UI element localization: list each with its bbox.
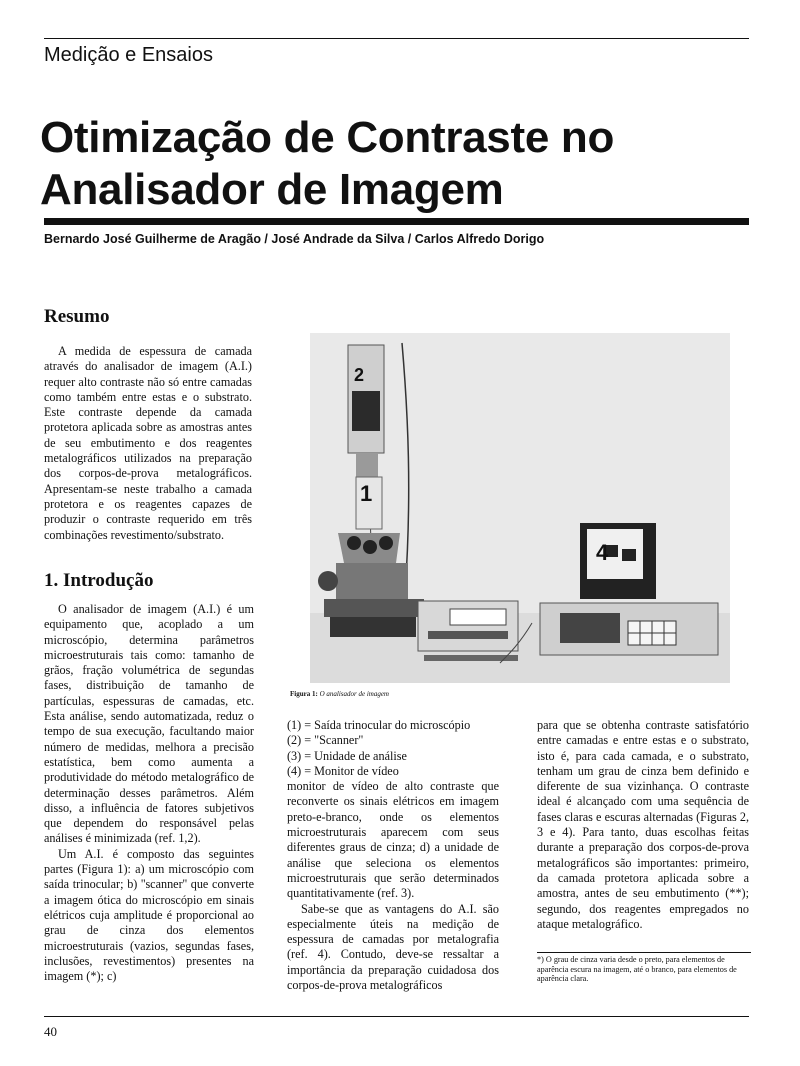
- introduction-paragraph-1: O analisador de imagem (A.I.) é um equipamento que, acoplado a um microscópio, determina parâmetros microestruturais tais como: tamanho de grãos, fração volumétrica de segundas fases, distribuição de tamanho de partículas, espessuras de camadas, etc. Esta análise, sendo automatizada, reduz o tempo de sua execução, facultando maior número de medidas, melhora a precisão estatística, bem como aumenta a produtividade do método metalográfico de determinação desses parâmetros. Além disso, a influência de fatores subjetivos que dependem do responsável pelas análises é minimizada (ref. 1,2).: [44, 602, 254, 846]
- abstract-text: A medida de espessura de camada através do analisador de imagem (A.I.) requer alto contraste não só entre camadas como também entre estas e o substrato. Este contraste depende da camada protetora aplicada sobre as amostras antes de seu embutimento e dos reagentes metalográficos utilizados na preparação dos corpos-de-prova metalográficos. Apresentam-se neste trabalho a camada protetora e os reagentes capazes de produzir o contraste requerido em três combinações revestimento/substrato.: [44, 344, 252, 542]
- figure-caption-label: Figura 1:: [290, 690, 318, 698]
- legend-item: (2) = "Scanner": [287, 733, 364, 748]
- abstract-heading: Resumo: [44, 306, 110, 327]
- figure-label-2: 2: [354, 365, 365, 385]
- title-line-1: Otimização de Contraste no: [40, 113, 615, 162]
- introduction-body: [44, 602, 254, 984]
- figure-photo: [310, 333, 730, 688]
- figure-label-4: 4: [596, 540, 609, 565]
- legend-item: (4) = Monitor de vídeo: [287, 763, 399, 778]
- bottom-rule: [44, 1016, 749, 1017]
- right-continuation: para que se obtenha contraste satisfatório entre camadas e entre estas e o substrato, isto é, para cada camada, e o substrato, tenham um grau de cinza bem definido e diferente de sua vizinhança. O contraste ideal é alcançado com uma sequência de fases claras e escuras alternadas (Figuras 2, 3 e 4). Para tanto, duas escolhas feitas durante a preparação dos corpos-de-prova metalográficos são importantes: primeiro, da camada protetora aplicada sobre a amostra, antes de seu embutimento (**); segundo, dos reagentes empregados no ataque metalográfico.: [537, 718, 749, 931]
- figure-caption: [290, 690, 389, 698]
- legend-item: (1) = Saída trinocular do microscópio: [287, 718, 471, 732]
- figure-label-1: 1: [360, 481, 373, 506]
- middle-paragraph: Sabe-se que as vantagens do A.I. são especialmente úteis na medição de espessura de camadas por metalografia (ref. 4). Contudo, deve-se ressaltar a importância da preparação cuidadosa dos corpos-de-prova metalográficos: [287, 901, 499, 993]
- authors: Bernardo José Guilherme de Aragão / José Andrade da Silva / Carlos Alfredo Dorigo: [44, 232, 545, 246]
- title-rule: [44, 218, 749, 225]
- section-label: Medição e Ensaios: [44, 44, 213, 66]
- abstract-body: [44, 344, 252, 543]
- legend-item: (3) = Unidade de análise: [287, 748, 407, 763]
- figure-caption-text: O analisador de imagem: [319, 690, 389, 698]
- article-title: [40, 112, 614, 216]
- middle-column: [287, 718, 499, 993]
- introduction-paragraph-2: Um A.I. é composto das seguintes partes (Figura 1): a) um microscópio com saída trinocular; b) ''scanner'' que converte a imagem ótica do microscópio em sinais elétricos cuja amplitude é proporcional ao grau de cinza dos elementos microestruturais (vazios, segundas fases, inclusões, revestimentos) presentes na imagem (*); c): [44, 846, 254, 984]
- right-column: [537, 718, 749, 932]
- image-analyzer-photo: [310, 333, 730, 683]
- introduction-heading: 1. Introdução: [44, 570, 154, 591]
- top-rule: [44, 38, 749, 39]
- footnote: *) O grau de cinza varia desde o preto, para elementos de aparência escura na imagem, até o branco, para elementos de aparência clara.: [537, 955, 737, 984]
- page-number: 40: [44, 1024, 57, 1039]
- middle-continuation: monitor de vídeo de alto contraste que reconverte os sinais elétricos em imagem preto-e-branco, onde os elementos microestruturais aparecem com seus diferentes graus de cinza; d) a unidade de análise que seleciona os elementos microestruturais que serão determinados quantitativamente (ref. 3).: [287, 779, 499, 901]
- footnote-rule: [537, 952, 751, 953]
- title-line-2: Analisador de Imagem: [40, 165, 504, 214]
